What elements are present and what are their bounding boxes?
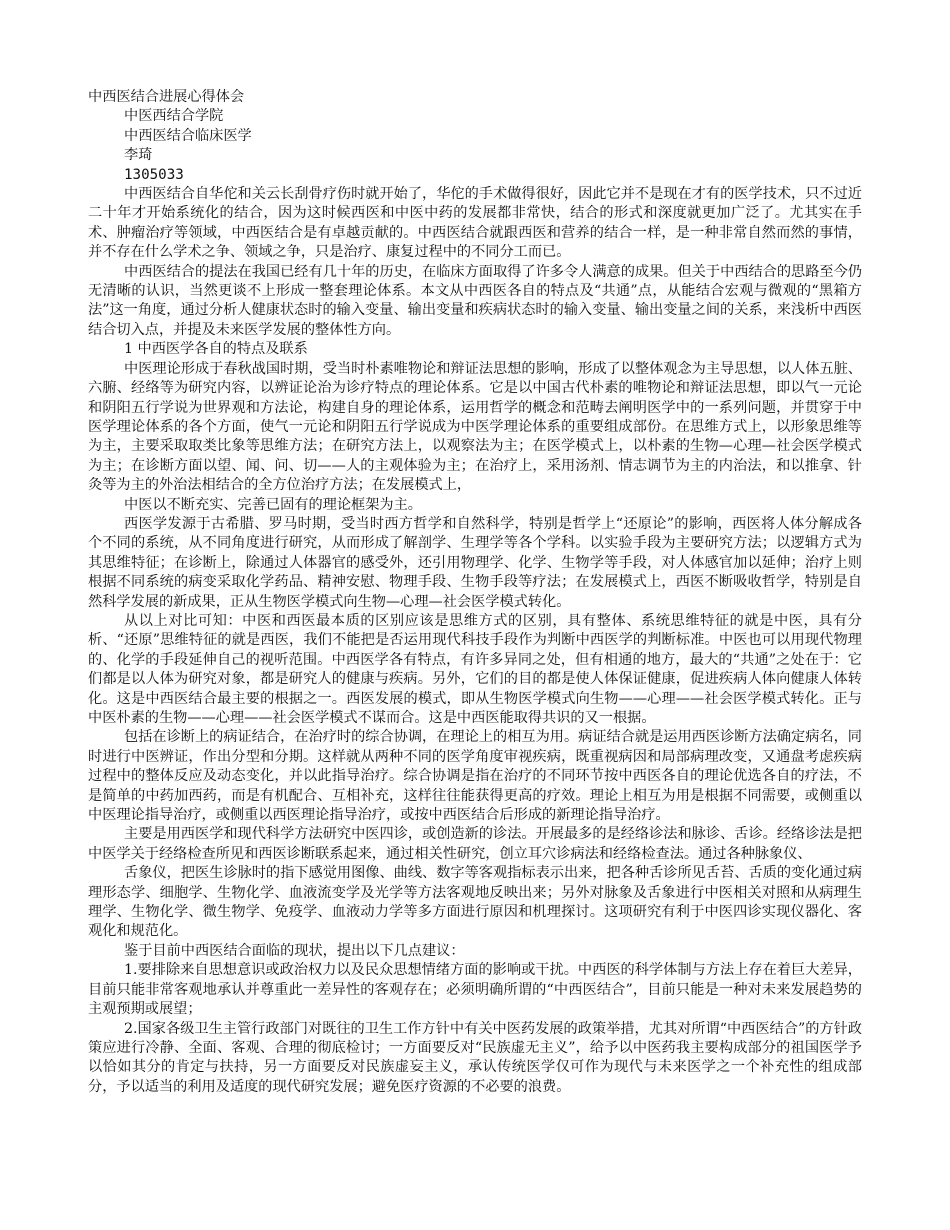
paragraph-integration-methods: 包括在诊断上的病证结合，在治疗时的综合协调，在理论上的相互为用。病证结合就是运用西医诊断方法确定病名，同时进行中医辨证，作出分型和分期。这样就从两种不同的医学角度审视疾病，既重视病因和局部病理改变，又通盘考虑疾病过程中的整体反应及动态变化，并以此指导治疗。综合协调是指在治疗的不同环节按中西医各自的理论优选各自的疗法，不是简单的中药加西药，而是有机配合、互相补充，这样往往能获得更高的疗效。理论上相互为用是根据不同需要，或侧重以中医理论指导治疗，或侧重以西医理论指导治疗，或按中西医结合后形成的新理论指导治疗。: [88, 729, 862, 824]
student-id: 1305033: [124, 166, 184, 183]
paragraph-diagnosis-research: 主要是用西医学和现代科学方法研究中医四诊，或创造新的诊法。开展最多的是经络诊法和脉诊、舌诊。经络诊法是把中医学关于经络检查所见和西医诊断联系起来，通过相关性研究，创立耳穴诊病法和经络检查法。通过各种脉象仪、: [88, 826, 862, 862]
paragraph-intro-2: 中西医结合的提法在我国已经有几十年的历史，在临床方面取得了许多令人满意的成果。但关于中西结合的思路至今仍无清晰的认识，当然更谈不上形成一整套理论体系。本文从中西医各自的特点及“共通”点，从能结合宏观与微观的“黑箱方法”这一角度，通过分析人健康状态时的输入变量、输出变量和疾病状态时的输入变量、输出变量之间的关系，来浅析中西医结合切入点，并提及未来医学发展的整体性方向。: [88, 263, 862, 338]
paragraph-intro-1: 中西医结合自华佗和关云长刮骨疗伤时就开始了，华佗的手术做得很好，因此它并不是现在才有的医学技术，只不过近二十年才开始系统化的结合，因为这时候西医和中医中药的发展都非常快，结合的形式和深度就更加广泛了。尤其实在手术、肿瘤治疗等领域，中西医结合是有卓越贡献的。中西医结合就跟西医和营养的结合一样，是一种非常自然而然的事情，并不存在什么学术之争、领域之争，只是治疗、康复过程中的不同分工而已。: [88, 186, 862, 261]
paragraph-western-medicine: 西医学发源于古希腊、罗马时期，受当时西方哲学和自然科学，特别是哲学上“还原论”的影响，西医将人体分解成各个不同的系统，从不同角度进行研究，从而形成了解剖学、生理学等各个学科。以实验手段为主要研究方法；以逻辑方式为其思维特征；在诊断上，除通过人体器官的感受外，还引用物理学、化学、生物学等手段，对人体感官加以延伸；治疗上则根据不同系统的病变采取化学药品、精神安慰、物理手段、生物手段等疗法；在发展模式上，西医不断吸收哲学，特别是自然科学发展的新成果，正从生物医学模式向生物—心理—社会医学模式转化。: [88, 515, 862, 610]
school-name: 中医西结合学院: [124, 108, 224, 125]
document-title: 中西医结合进展心得体会: [88, 89, 245, 105]
paragraph-tongue-instruments: 舌象仪，把医生诊脉时的指下感觉用图像、曲线、数字等客观指标表示出来，把各种舌诊所见舌苔、舌质的变化通过病理形态学、细胞学、生物化学、血液流变学及光学等方法客观地反映出来；另外对脉象及舌象进行中医相关对照和从病理生理学、生物化学、微生物学、免疫学、血液动力学等多方面进行原因和机理探讨。这项研究有利于中医四诊实现仪器化、客观化和规范化。: [88, 865, 862, 940]
paragraph-tcm-theory: 中医理论形成于春秋战国时期，受当时朴素唯物论和辩证法思想的影响，形成了以整体观念为主导思想，以人体五脏、六腑、经络等为研究内容，以辨证论治为诊疗特点的理论体系。它是以中国古代朴素的唯物论和辩证法思想，即以气一元论和阴阳五行学说为世界观和方法论，构建自身的理论体系，运用哲学的概念和范畴去阐明医学中的一系列问题，并贯穿于中医学理论体系的各个方面，使气一元论和阴阳五行学说成为中医学理论体系的重要组成部份。在思维方式上，以形象思维等为主，主要采取取类比象等思维方法；在研究方法上，以观察法为主；在医学模式上，以朴素的生物—心理—社会医学模式为主；在诊断方面以望、闻、问、切——人的主观体验为主；在治疗上，采用汤剂、情志调节为主的内治法，和以推拿、针灸等为主的外治法相结合的全方位治疗方法；在发展模式上，: [88, 360, 862, 494]
major-name: 中西医结合临床医学: [124, 127, 252, 144]
paragraph-suggestion-1: 1.要排除来自思想意识或政治权力以及民众思想情绪方面的影响或干扰。中西医的科学体制与方法上存在着巨大差异，目前只能非常客观地承认并尊重此一差异性的客观存在；必须明确所谓的“中西医结合”，目前只能是一种对未来发展趋势的主观预期或展望；: [88, 962, 862, 1018]
section-heading-1: 1 中西医学各自的特点及联系: [124, 341, 308, 358]
paragraph-comparison: 从以上对比可知：中医和西医最本质的区别应该是思维方式的区别，具有整体、系统思维特征的就是中医，具有分析、“还原”思维特征的就是西医，我们不能把是否运用现代科技手段作为判断中西医学的判断标准。中医也可以用现代物理的、化学的手段延伸自己的视听范围。中西医学各有特点，有许多异同之处，但有相通的地方，最大的“共通”之处在于：它们都是以人体为研究对象，都是研究人的健康与疾病。另外，它们的目的都是使人体保证健康，促进疾病人体向健康人体转化。这是中西医结合最主要的根据之一。西医发展的模式，即从生物医学模式向生物——心理——社会医学模式转化。正与中医朴素的生物——心理——社会医学模式不谋而合。这是中西医能取得共识的又一根据。: [88, 612, 862, 726]
paragraph-suggestion-2: 2.国家各级卫生主管行政部门对既往的卫生工作方针中有关中医药发展的政策举措，尤其对所谓“中西医结合”的方针政策应进行冷静、全面、客观、合理的彻底检讨；一方面要反对“民族虚无主义”，给予以中医药我主要构成部分的祖国医学予以恰如其分的肯定与扶持，另一方面要反对民族虚妄主义，承认传统医学仅可作为现代与未来医学之一个补充性的组成部分，予以适当的利用及适度的现代研究发展；避免医疗资源的不必要的浪费。: [88, 1020, 862, 1095]
paragraph-tcm-development: 中医以不断充实、完善已固有的理论框架为主。: [124, 496, 422, 513]
paragraph-suggestions-intro: 鉴于目前中西医结合面临的现状，提出以下几点建议：: [124, 942, 465, 959]
author-name: 李琦: [124, 147, 153, 164]
